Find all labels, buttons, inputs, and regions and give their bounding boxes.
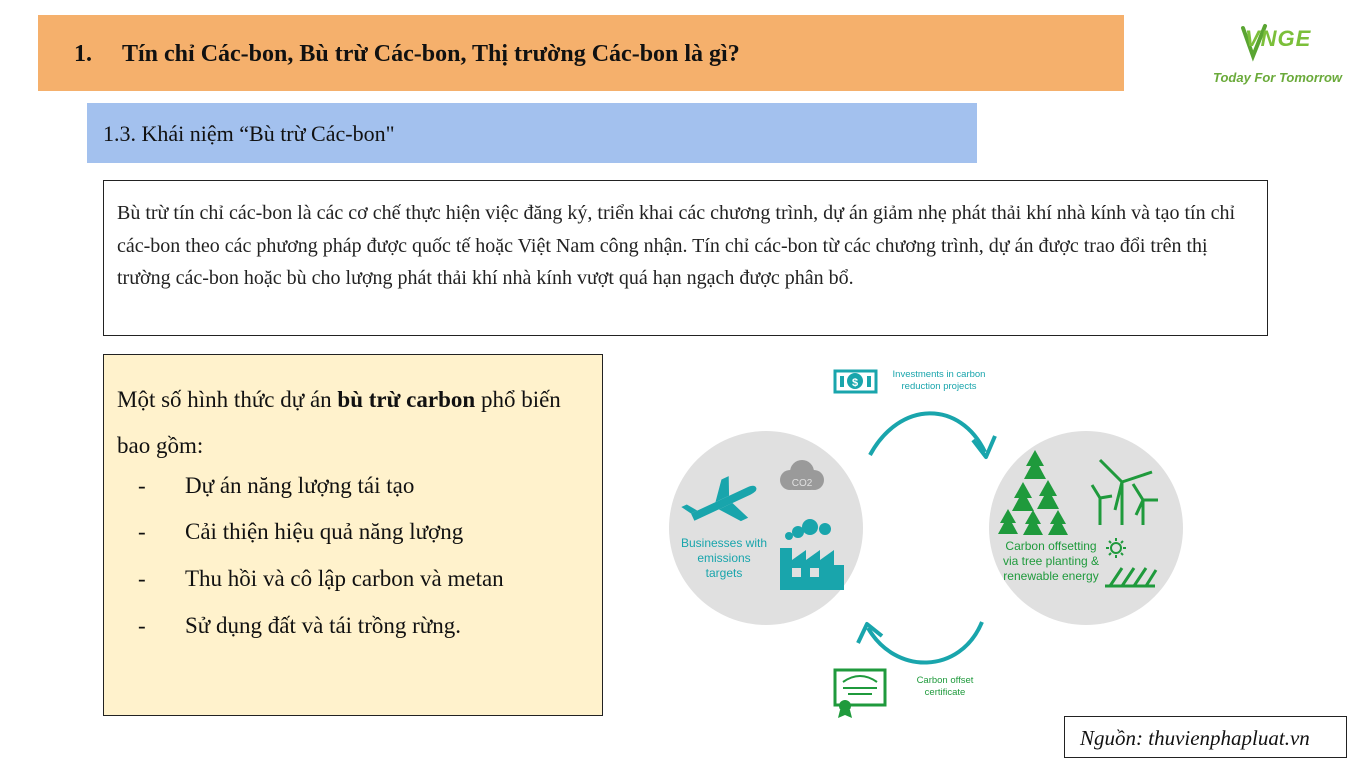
section-title-bar bbox=[38, 15, 1124, 91]
definition-text: Bù trừ tín chỉ các-bon là các cơ chế thực hiện việc đăng ký, triển khai các chương trình, dự án giảm nhẹ phát thải khí nhà kính và tạo tín chỉ các-bon theo các phương pháp được quốc tế hoặc Việt Nam công nhận. Tín chỉ các-bon từ các chương trình, dự án được trao đổi trên thị trường các-bon hoặc bù cho lượng phát thải khí nhà kính vượt quá hạn ngạch được phân bổ. bbox=[117, 202, 1236, 289]
top-arrow-icon bbox=[870, 413, 985, 455]
offset-forms-box bbox=[103, 354, 603, 716]
certificate-icon bbox=[835, 670, 885, 718]
vnge-logo bbox=[1205, 18, 1355, 90]
source-text: Nguồn: thuvienphapluat.vn bbox=[1080, 726, 1310, 750]
offset-forms-bold: bù trừ carbon bbox=[337, 387, 476, 412]
co2-label: CO2 bbox=[791, 478, 813, 489]
money-icon bbox=[835, 371, 876, 392]
subsection-title: 1.3. Khái niệm “Bù trừ Các-bon" bbox=[103, 121, 395, 146]
list-item-label: Dự án năng lượng tái tạo bbox=[185, 473, 415, 498]
investments-label: Investments in carbon reduction projects bbox=[892, 369, 986, 392]
bullet-dash: - bbox=[138, 473, 146, 498]
bullet-dash: - bbox=[138, 566, 146, 591]
businesses-label: Businesses with emissions targets bbox=[680, 536, 768, 580]
logo-brand: VNGE bbox=[1245, 26, 1312, 51]
source-box bbox=[1064, 716, 1347, 758]
certificate-label: Carbon offset certificate bbox=[916, 675, 974, 698]
section-title: Tín chỉ Các-bon, Bù trừ Các-bon, Thị trường Các-bon là gì? bbox=[122, 41, 740, 67]
definition-box bbox=[103, 180, 1268, 336]
svg-text:$: $ bbox=[851, 377, 859, 389]
offset-forms-intro: Một số hình thức dự án bù trừ carbon phổ biến bao gồm: bbox=[117, 387, 561, 458]
subsection-title-bar bbox=[87, 103, 977, 163]
carbon-offset-diagram bbox=[660, 360, 1190, 720]
offsetting-circle bbox=[989, 431, 1183, 625]
businesses-circle bbox=[669, 431, 863, 625]
list-item-label: Sử dụng đất và tái trồng rừng. bbox=[185, 613, 461, 638]
list-item-label: Cải thiện hiệu quả năng lượng bbox=[185, 519, 464, 544]
offsetting-label: Carbon offsetting via tree planting & renewable energy bbox=[1002, 539, 1100, 583]
bullet-dash: - bbox=[138, 519, 146, 544]
bullet-dash: - bbox=[138, 613, 146, 638]
logo-tagline: Today For Tomorrow bbox=[1213, 70, 1343, 85]
bottom-arrow-icon bbox=[868, 622, 982, 663]
section-number: 1. bbox=[74, 41, 92, 67]
list-item-label: Thu hồi và cô lập carbon và metan bbox=[185, 566, 504, 591]
